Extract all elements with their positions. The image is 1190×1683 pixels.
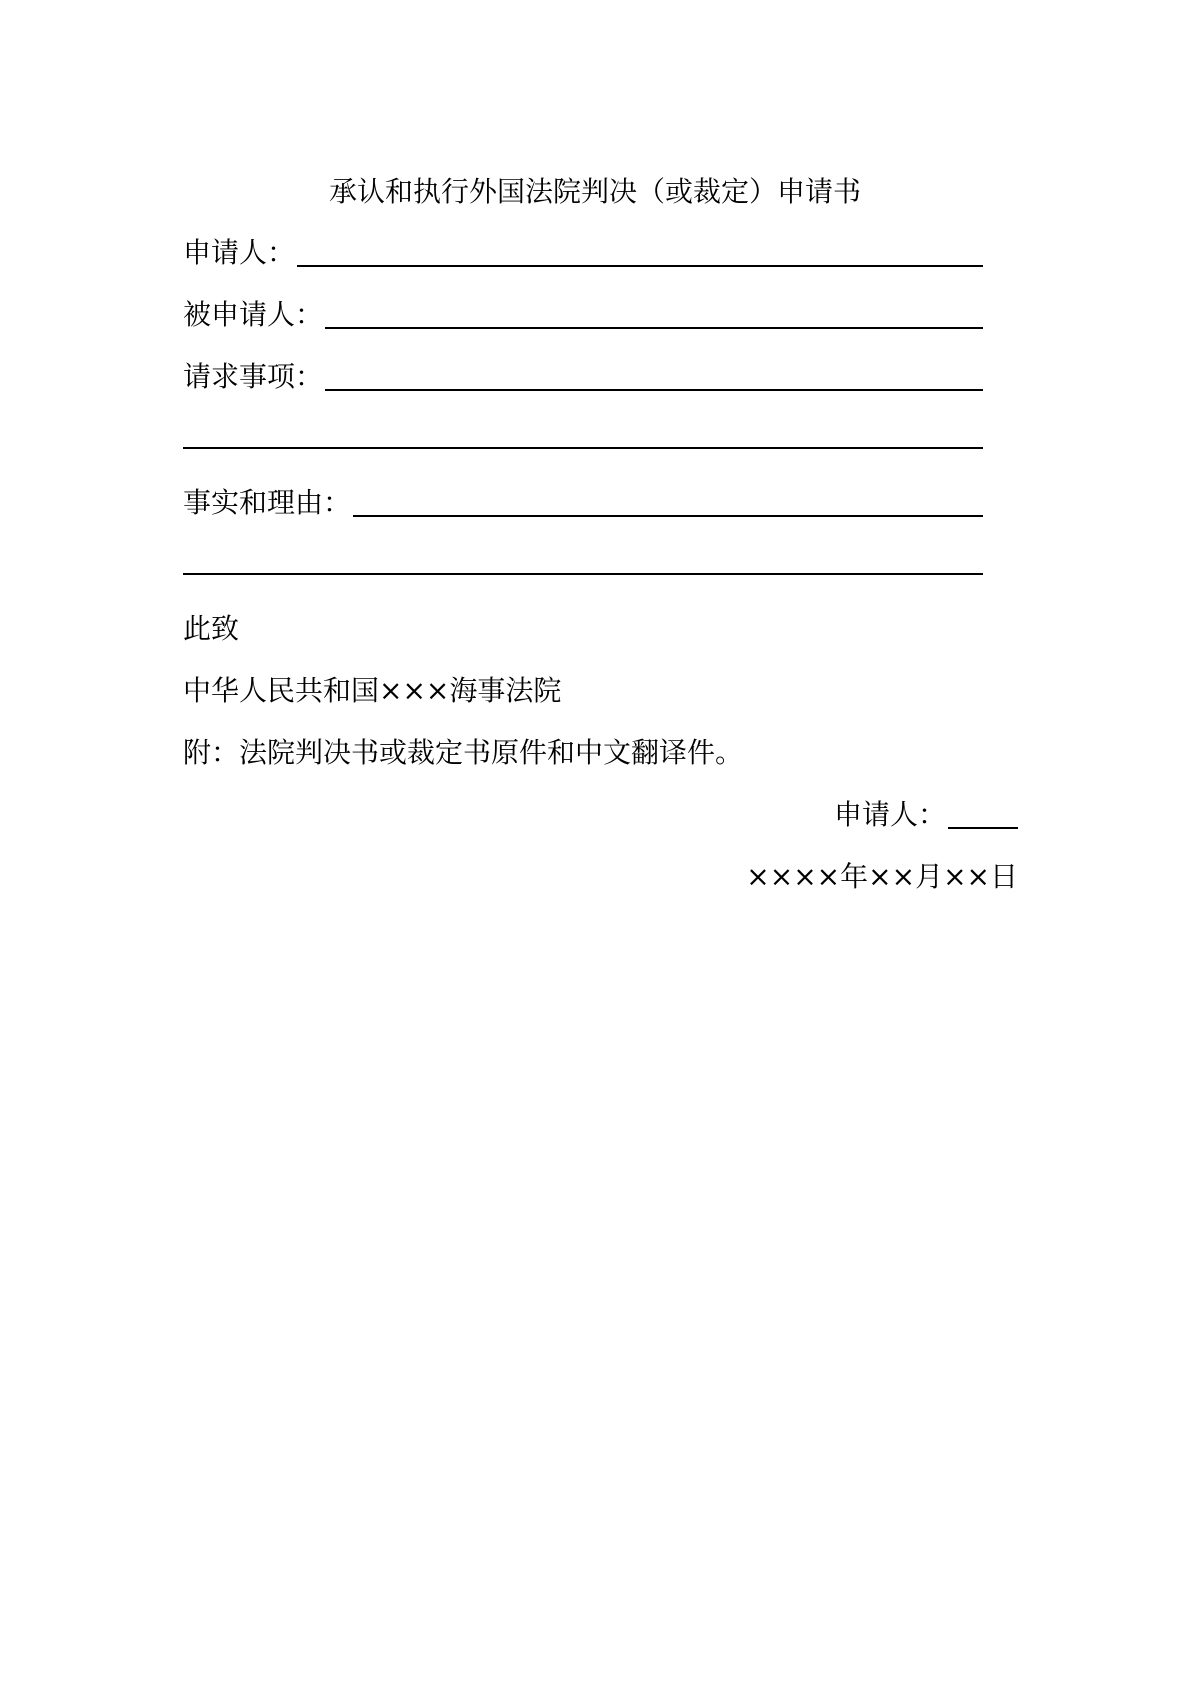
applicant-row	[183, 233, 983, 273]
claims-blank-line[interactable]	[325, 389, 983, 391]
facts-blank-line[interactable]	[353, 515, 983, 517]
claims-continuation-line[interactable]	[183, 447, 983, 449]
facts-continuation-line[interactable]	[183, 573, 983, 575]
facts-row	[183, 483, 983, 523]
signature-date: ××××年××月××日	[746, 860, 1018, 893]
attachment-note: 附：法院判决书或裁定书原件和中文翻译件。	[183, 736, 744, 769]
salutation-text: 此致	[183, 612, 240, 645]
claims-label: 请求事项：	[183, 360, 324, 393]
signature-row	[834, 795, 1018, 835]
claims-row	[183, 357, 983, 397]
court-name-text: 中华人民共和国×××海事法院	[183, 674, 562, 707]
signature-applicant-label: 申请人：	[833, 798, 946, 831]
applicant-label: 申请人：	[183, 236, 296, 269]
applicant-blank-line[interactable]	[297, 265, 983, 267]
facts-label: 事实和理由：	[183, 486, 352, 519]
respondent-label: 被申请人：	[183, 298, 324, 331]
document-title: 承认和执行外国法院判决（或裁定）申请书	[328, 175, 861, 208]
respondent-blank-line[interactable]	[325, 327, 983, 329]
respondent-row	[183, 295, 983, 335]
signature-blank-line[interactable]	[948, 827, 1018, 829]
